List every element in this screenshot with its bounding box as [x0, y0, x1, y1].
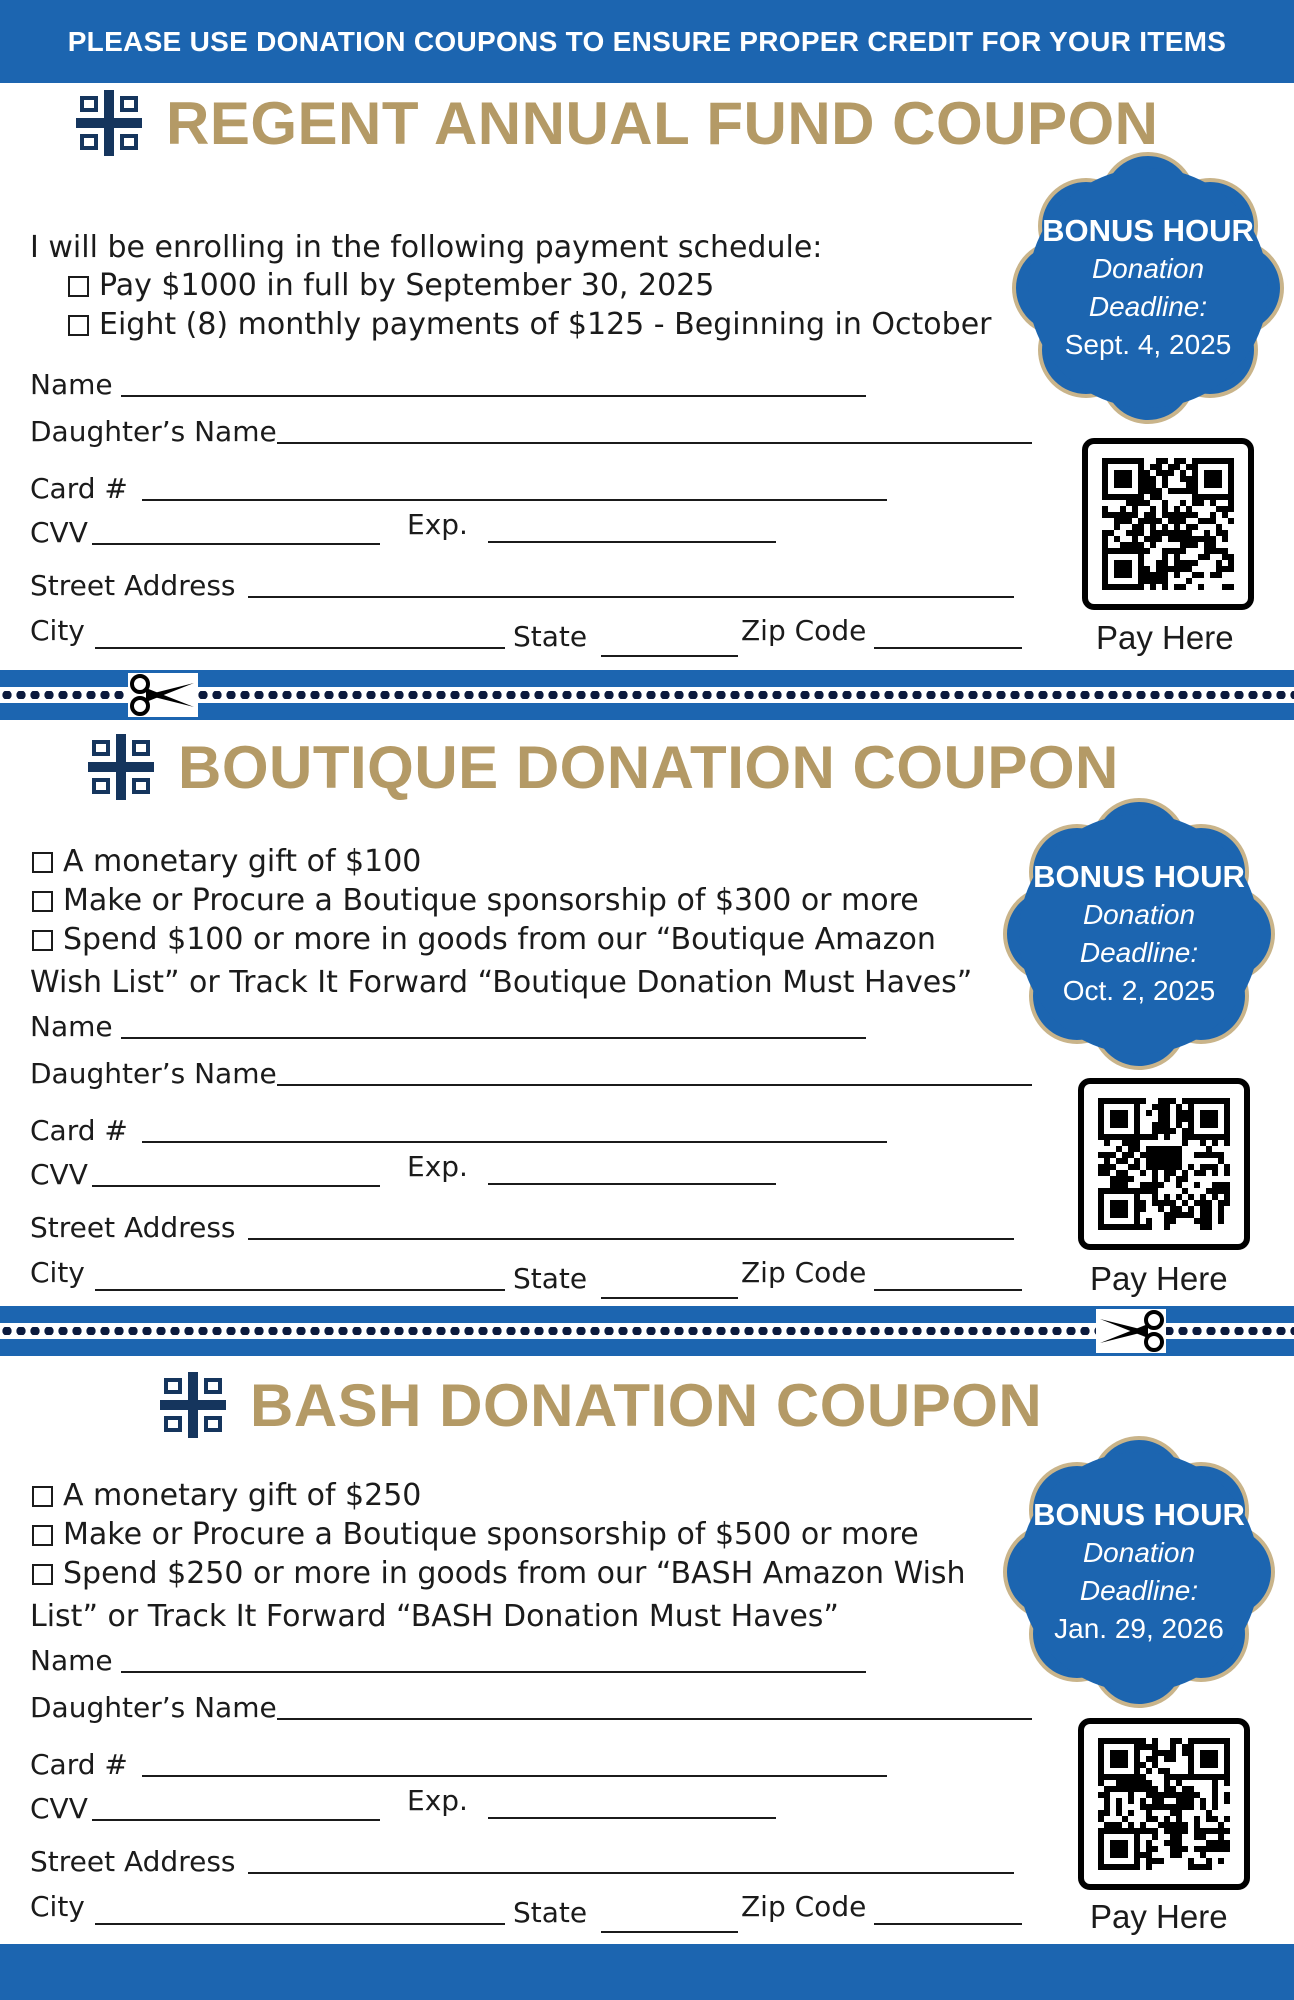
qr-code[interactable]	[1078, 1718, 1250, 1890]
state-line[interactable]	[601, 1297, 738, 1299]
street-address-line[interactable]	[248, 596, 1014, 598]
city-field[interactable]: City	[30, 1890, 505, 1923]
option-spend-goods[interactable]: Spend $100 or more in goods from our “Boutique Amazon	[32, 920, 936, 959]
exp-field[interactable]: Exp.	[407, 1150, 776, 1183]
option-sponsorship[interactable]: Make or Procure a Boutique sponsorship of $300 or more	[32, 881, 919, 920]
zip-code-line[interactable]	[874, 1923, 1022, 1925]
qr-code[interactable]	[1078, 1078, 1250, 1250]
cross-logo-icon	[156, 1368, 230, 1442]
exp-line[interactable]	[488, 541, 776, 543]
city-line[interactable]	[95, 647, 505, 649]
badge-title: BONUS HOUR	[1042, 213, 1254, 248]
badge-donation: Donation	[1082, 899, 1196, 930]
bash-donation-coupon	[0, 1356, 1294, 1944]
daughter-name-line[interactable]	[277, 1718, 1032, 1720]
zip-code-field[interactable]: Zip Code	[741, 1890, 1022, 1923]
zip-code-field[interactable]: Zip Code	[741, 614, 1022, 647]
zip-code-line[interactable]	[874, 647, 1022, 649]
coupon-title-row	[156, 1368, 1042, 1442]
cut-line-divider	[0, 1306, 1294, 1356]
card-number-line[interactable]	[142, 499, 887, 501]
state-field[interactable]: State	[513, 1896, 738, 1929]
street-address-field[interactable]: Street Address	[30, 569, 1014, 602]
card-number-field[interactable]: Card #	[30, 1748, 887, 1781]
qr-code-icon	[1098, 1098, 1230, 1230]
checkbox[interactable]	[32, 1564, 53, 1585]
name-line[interactable]	[121, 1671, 866, 1673]
pay-here-label: Pay Here	[1096, 619, 1234, 656]
zip-code-line[interactable]	[874, 1289, 1022, 1291]
street-address-line[interactable]	[248, 1872, 1014, 1874]
name-line[interactable]	[121, 395, 866, 397]
payment-schedule-intro: I will be enrolling in the following payment schedule:	[30, 230, 823, 265]
option-monthly-payments[interactable]: Eight (8) monthly payments of $125 - Beginning in October	[68, 305, 992, 344]
coupon-title: REGENT ANNUAL FUND COUPON	[166, 89, 1159, 157]
option-monetary-gift[interactable]: A monetary gift of $250	[32, 1476, 421, 1515]
card-number-line[interactable]	[142, 1775, 887, 1777]
option-monetary-gift[interactable]: A monetary gift of $100	[32, 842, 421, 881]
checkbox[interactable]	[32, 852, 53, 873]
badge-deadline-label: Deadline:	[1079, 937, 1199, 968]
scissors-icon	[1096, 1309, 1166, 1353]
badge-deadline-label: Deadline:	[1079, 1575, 1199, 1606]
cvv-line[interactable]	[92, 543, 380, 545]
street-address-field[interactable]: Street Address	[30, 1211, 1014, 1244]
city-line[interactable]	[95, 1289, 505, 1291]
badge-donation: Donation	[1082, 1537, 1196, 1568]
option-continuation: List” or Track It Forward “BASH Donation Must Haves”	[30, 1599, 839, 1634]
city-field[interactable]: City	[30, 614, 505, 647]
daughter-name-field[interactable]: Daughter’s Name	[30, 415, 1032, 448]
option-spend-goods[interactable]: Spend $250 or more in goods from our “BASH Amazon Wish	[32, 1554, 966, 1593]
exp-field[interactable]: Exp.	[407, 508, 776, 541]
checkbox[interactable]	[32, 891, 53, 912]
badge-title: BONUS HOUR	[1033, 1497, 1245, 1532]
qr-code-icon	[1098, 1738, 1230, 1870]
daughter-name-line[interactable]	[277, 442, 1032, 444]
bonus-hour-badge	[999, 1432, 1279, 1712]
street-address-field[interactable]: Street Address	[30, 1845, 1014, 1878]
street-address-line[interactable]	[248, 1238, 1014, 1240]
bonus-hour-badge	[1008, 148, 1288, 428]
qr-code-icon	[1102, 458, 1234, 590]
badge-deadline-label: Deadline:	[1088, 291, 1208, 322]
bottom-bar	[0, 1944, 1294, 2000]
name-field[interactable]: Name	[30, 368, 866, 401]
state-line[interactable]	[601, 1931, 738, 1933]
coupon-title-row	[72, 86, 1159, 160]
name-line[interactable]	[121, 1037, 866, 1039]
daughter-name-field[interactable]: Daughter’s Name	[30, 1057, 1032, 1090]
badge-title: BONUS HOUR	[1033, 859, 1245, 894]
exp-field[interactable]: Exp.	[407, 1784, 776, 1817]
state-line[interactable]	[601, 655, 738, 657]
checkbox[interactable]	[68, 315, 89, 336]
daughter-name-line[interactable]	[277, 1084, 1032, 1086]
coupon-title: BASH DONATION COUPON	[250, 1371, 1043, 1439]
exp-line[interactable]	[488, 1817, 776, 1819]
pay-here-label: Pay Here	[1090, 1898, 1228, 1935]
city-line[interactable]	[95, 1923, 505, 1925]
badge-deadline-date: Jan. 29, 2026	[1054, 1613, 1224, 1644]
coupon-title-row	[84, 730, 1119, 804]
cvv-line[interactable]	[92, 1819, 380, 1821]
cross-logo-icon	[72, 86, 146, 160]
name-field[interactable]: Name	[30, 1010, 866, 1043]
checkbox[interactable]	[32, 1525, 53, 1546]
cross-logo-icon	[84, 730, 158, 804]
checkbox[interactable]	[32, 930, 53, 951]
cut-line-divider	[0, 670, 1294, 720]
cvv-line[interactable]	[92, 1185, 380, 1187]
option-continuation: Wish List” or Track It Forward “Boutique Donation Must Haves”	[30, 965, 973, 1000]
card-number-line[interactable]	[142, 1141, 887, 1143]
scissors-icon	[128, 673, 198, 717]
badge-deadline-date: Sept. 4, 2025	[1064, 329, 1232, 360]
boutique-donation-coupon	[0, 720, 1294, 1306]
badge-deadline-date: Oct. 2, 2025	[1062, 975, 1216, 1006]
option-pay-in-full[interactable]: Pay $1000 in full by September 30, 2025	[68, 266, 714, 305]
bonus-hour-badge	[999, 794, 1279, 1074]
daughter-name-field[interactable]: Daughter’s Name	[30, 1691, 1032, 1724]
state-field[interactable]: State	[513, 1262, 738, 1295]
card-number-field[interactable]: Card #	[30, 472, 887, 505]
card-number-field[interactable]: Card #	[30, 1114, 887, 1147]
qr-code[interactable]	[1082, 438, 1254, 610]
banner-text: PLEASE USE DONATION COUPONS TO ENSURE PROPER CREDIT FOR YOUR ITEMS	[67, 25, 1227, 57]
exp-line[interactable]	[488, 1183, 776, 1185]
checkbox[interactable]	[32, 1486, 53, 1507]
checkbox[interactable]	[68, 276, 89, 297]
cvv-field[interactable]: CVV	[30, 1792, 380, 1825]
cvv-field[interactable]: CVV	[30, 1158, 380, 1191]
cvv-field[interactable]: CVV	[30, 516, 380, 549]
pay-here-label: Pay Here	[1090, 1260, 1228, 1297]
city-field[interactable]: City	[30, 1256, 505, 1289]
name-field[interactable]: Name	[30, 1644, 866, 1677]
option-sponsorship[interactable]: Make or Procure a Boutique sponsorship of $500 or more	[32, 1515, 919, 1554]
regent-annual-fund-coupon	[0, 0, 1294, 670]
badge-donation: Donation	[1091, 253, 1205, 284]
coupon-title: BOUTIQUE DONATION COUPON	[178, 733, 1119, 801]
state-field[interactable]: State	[513, 620, 738, 653]
zip-code-field[interactable]: Zip Code	[741, 1256, 1022, 1289]
